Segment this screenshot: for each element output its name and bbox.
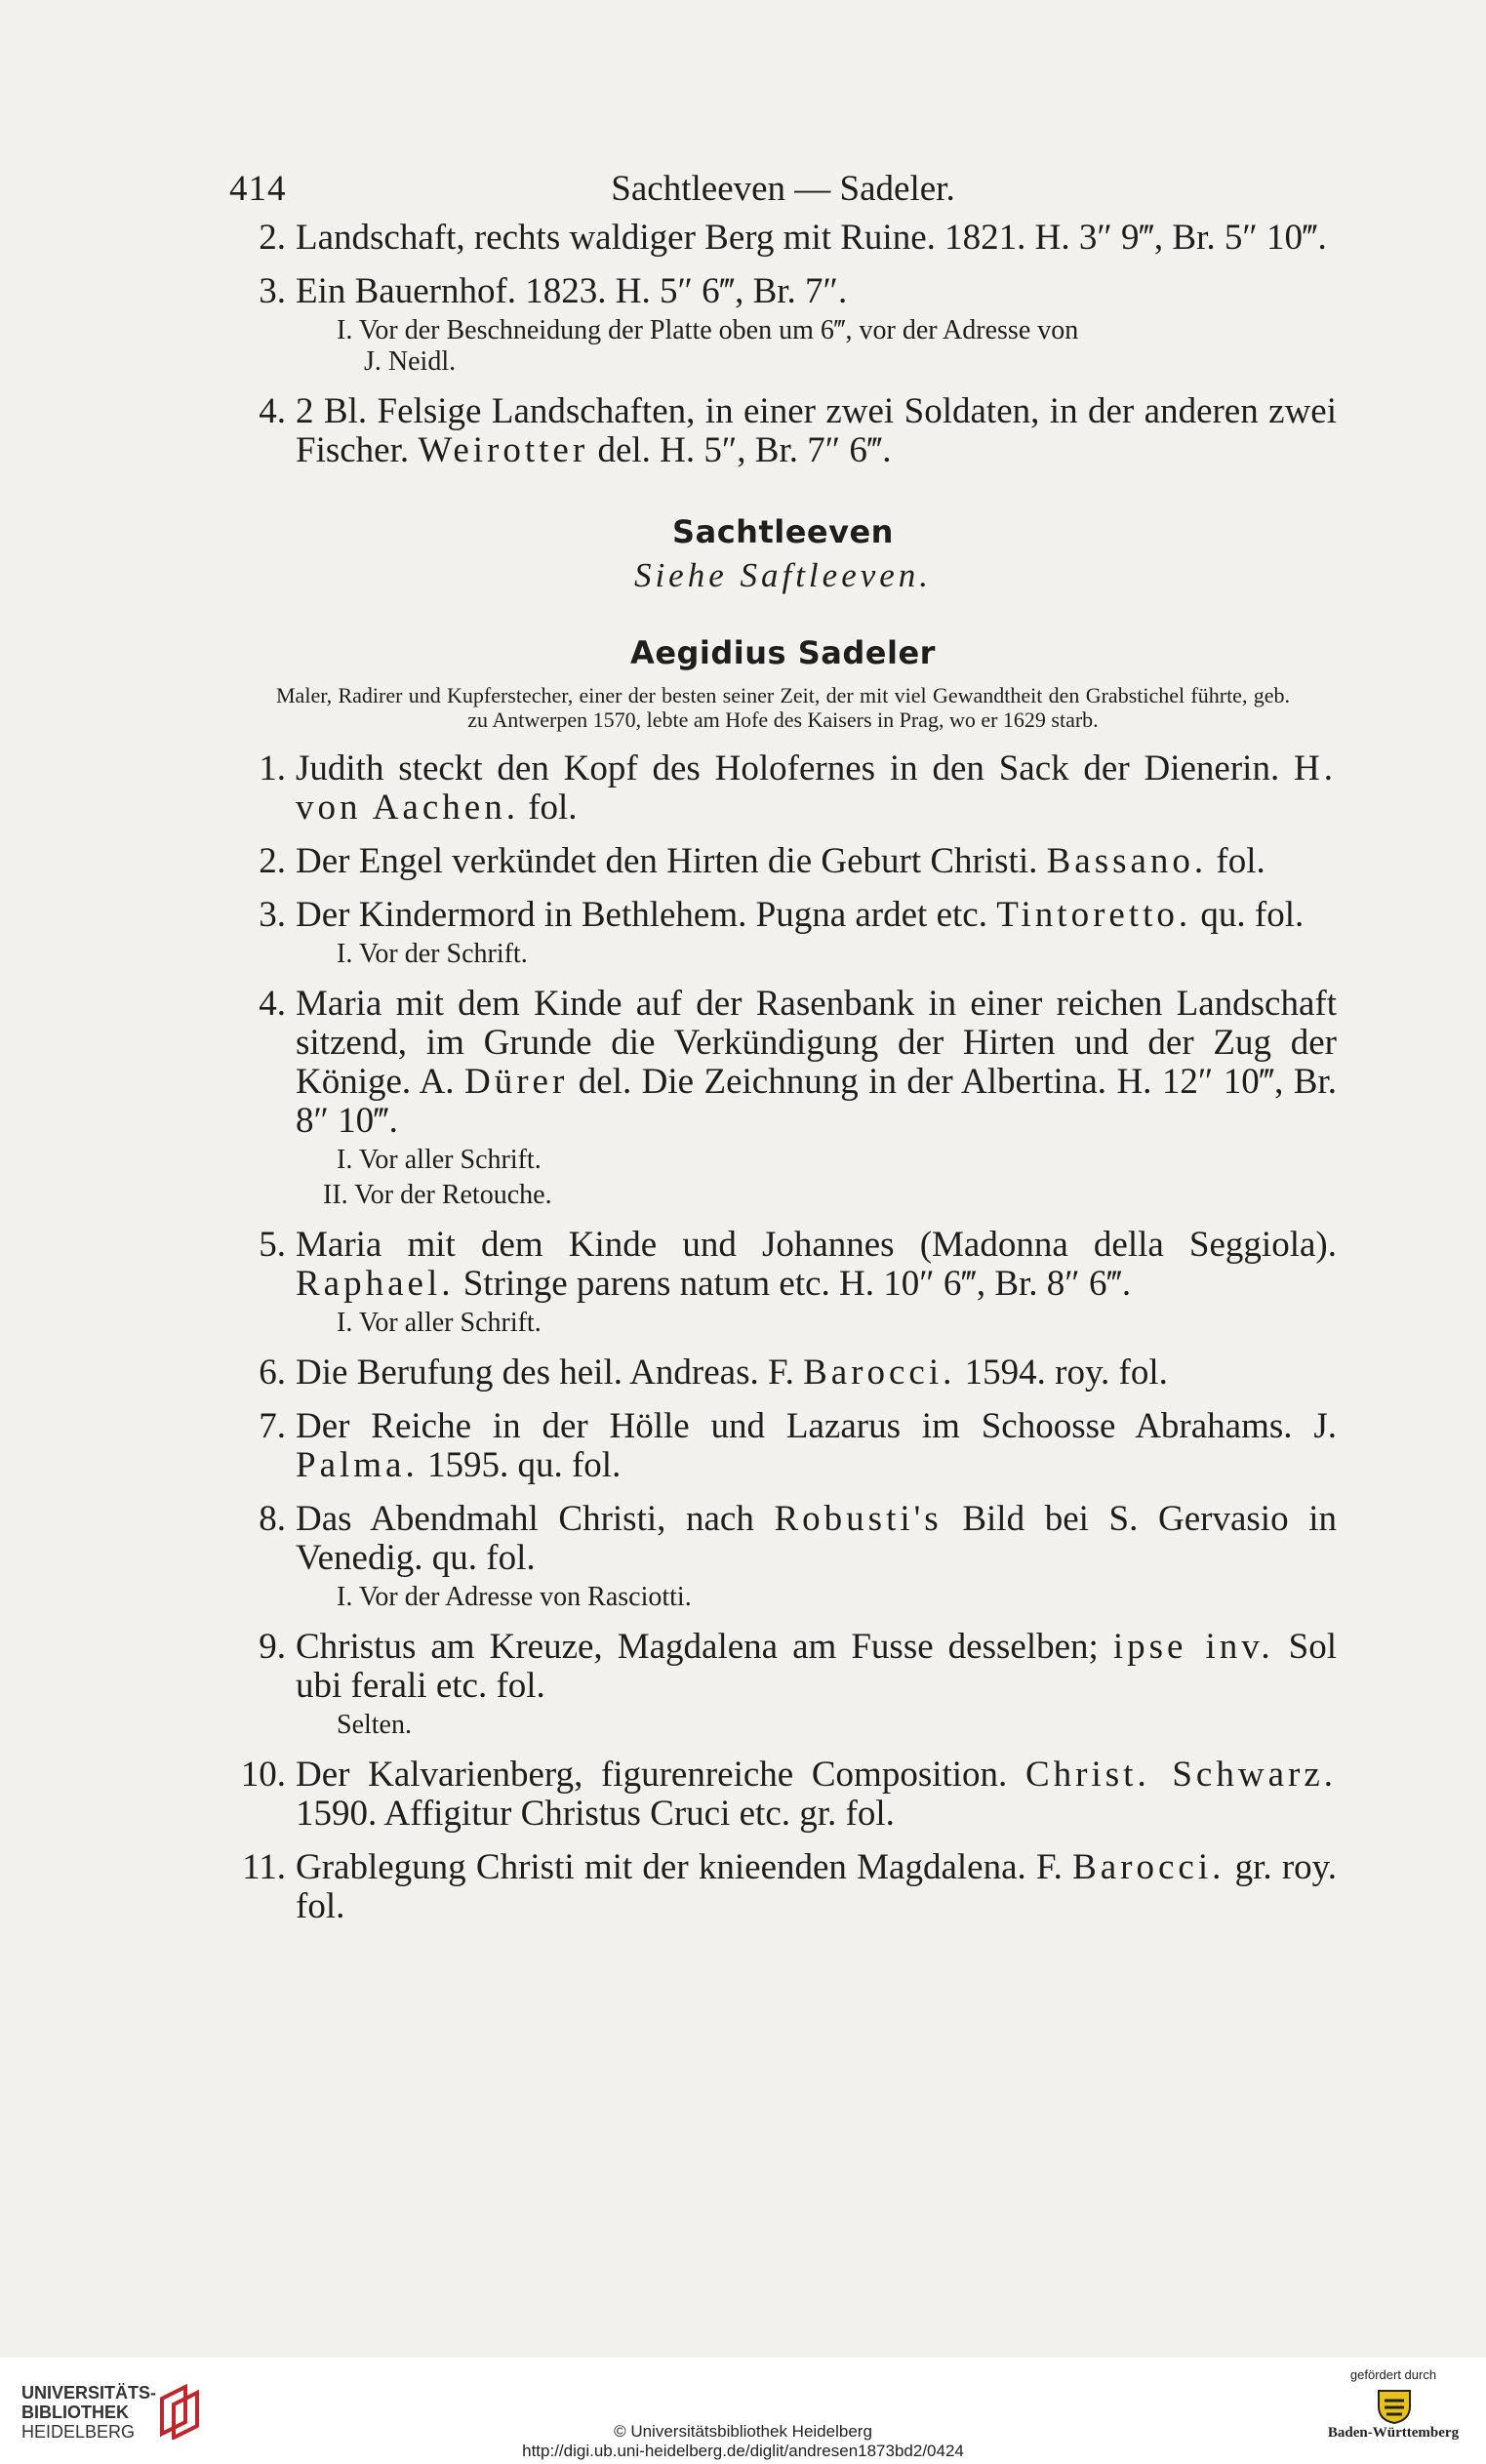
state-note: II. Vor der Retouche. <box>323 1180 552 1210</box>
state-note: I. Vor der Schrift. <box>337 939 528 969</box>
state-note: Selten. <box>337 1710 412 1740</box>
library-name-line: BIBLIOTHEK <box>21 2403 129 2422</box>
entry-artist: Palma. <box>296 1445 419 1485</box>
funder-name: Baden-Württemberg <box>1327 2425 1460 2441</box>
catalog-entry <box>229 1226 1337 1304</box>
catalog-entry <box>229 1848 1337 1926</box>
catalog-entry <box>229 1756 1337 1834</box>
entry-number: 4. <box>259 984 286 1024</box>
entry-artist: Tintoretto. <box>996 895 1192 935</box>
entry-details: Stringe parens natum etc. H. 10″ 6‴, Br. 8″ 6‴. <box>462 1264 1132 1304</box>
entry-text: Ein Bauernhof. 1823. H. 5″ 6‴, Br. 7″. <box>296 271 848 311</box>
entry-title: 2 Bl. Felsige Landschaften, in einer zwei Soldaten, in der anderen zwei Fischer. <box>296 391 1337 470</box>
entry-number: 1. <box>259 748 286 788</box>
cross-ref-see: Siehe Saftleeven. <box>633 556 933 594</box>
entry-text <box>296 1226 1337 1304</box>
entry-title: Der Kindermord in Bethlehem. Pugna ardet etc. <box>296 895 987 935</box>
entry-artist: Dürer <box>464 1062 569 1102</box>
entry-details: fol. <box>528 788 578 828</box>
state-note-line: J. Neidl. <box>364 346 457 377</box>
entry-details: 1594. roy. fol. <box>964 1353 1168 1393</box>
entry-title: Der Reiche in der Hölle und Lazarus im Schoosse Abrahams. J. <box>296 1406 1337 1446</box>
entry-details: del. H. 5″, Br. 7″ 6‴. <box>597 430 892 470</box>
entry-artist: H. von Aachen. <box>296 748 1338 828</box>
entry-title: Christus am Kreuze, Magdalena am Fusse desselben; <box>296 1627 1099 1667</box>
entry-artist: Christ. Schwarz. <box>1024 1755 1337 1795</box>
entry-artist: Barocci. <box>803 1353 956 1393</box>
entry-details: Sol ubi ferali etc. fol. <box>296 1627 1337 1706</box>
state-note-line: I. Vor der Beschneidung der Platte oben um 6‴, vor der Adresse von <box>337 315 1079 345</box>
entry-text <box>296 1756 1337 1834</box>
entry-title: Judith steckt den Kopf des Holofernes in den Sack der Dienerin. <box>296 748 1280 788</box>
permalink[interactable]: http://digi.ub.uni-heidelberg.de/diglit/andresen1873bd2/0424 <box>522 2442 964 2460</box>
entry-number: 9. <box>259 1627 286 1667</box>
entry-details: gr. roy. fol. <box>296 1847 1337 1926</box>
entry-number: 7. <box>259 1406 286 1446</box>
entry-title: Maria mit dem Kinde auf der Rasenbank in einer reichen Landschaft sitzend, im Grunde die Verkündigung der Hirten und der Zug der Könige. A. <box>296 984 1337 1102</box>
entry-details: del. Die Zeichnung in der Albertina. H. 12″ 10‴, Br. 8″ 10‴. <box>296 1062 1338 1141</box>
funder-block <box>1320 2367 1466 2442</box>
entry-details: qu. fol. <box>1200 895 1305 935</box>
entry-number: 5. <box>259 1225 286 1265</box>
entry-number: 10. <box>240 1755 286 1795</box>
funded-by-label: gefördert durch <box>1349 2367 1437 2382</box>
catalog-entry <box>229 1353 1337 1393</box>
artist-heading: Aegidius Sadeler <box>630 634 936 671</box>
artist-biography: Maler, Radirer und Kupferstecher, einer der besten seiner Zeit, der mit viel Gewandtheit den Grabstichel führte, geb. zu Antwerpen 1570, lebte am Hofe des Kaisers in Prag, wo er 1629 starb. <box>276 683 1290 732</box>
state-note <box>229 315 1337 378</box>
state-note: I. Vor der Adresse von Rasciotti. <box>337 1582 692 1612</box>
entry-number: 6. <box>259 1353 286 1393</box>
catalog-entry <box>229 272 1337 311</box>
entry-number: 11. <box>242 1847 286 1887</box>
library-name-line: HEIDELBERG <box>21 2422 136 2442</box>
copyright-text: © Universitätsbibliothek Heidelberg <box>614 2422 872 2441</box>
viewer-footer <box>0 2358 1486 2464</box>
catalog-entry <box>229 392 1337 470</box>
entry-title: Der Engel verkündet den Hirten die Geburt Christi. <box>296 841 1038 881</box>
entry-text <box>296 1848 1337 1926</box>
entry-title: Das Abendmahl Christi, nach <box>296 1499 754 1539</box>
running-head <box>229 156 1337 215</box>
catalog-entry <box>229 1500 1337 1578</box>
entry-text <box>296 749 1337 828</box>
catalog-entry <box>229 219 1337 258</box>
catalog-entry <box>229 985 1337 1141</box>
entry-details: Bild bei S. Gervasio in Venedig. qu. fol. <box>296 1499 1337 1578</box>
cross-ref-heading: Sachtleeven <box>672 513 894 550</box>
entry-artist: Bassano. <box>1046 841 1208 881</box>
entry-number: 3. <box>259 895 286 935</box>
entry-text <box>296 985 1337 1141</box>
entry-artist: Barocci. <box>1072 1847 1225 1887</box>
catalog-entry <box>229 1407 1337 1485</box>
entry-details: 1595. qu. fol. <box>426 1445 622 1485</box>
catalog-entry <box>229 896 1337 935</box>
entry-details: 1590. Affigitur Christus Cruci etc. gr. fol. <box>296 1794 895 1834</box>
entry-number: 8. <box>259 1499 286 1539</box>
entry-artist: Raphael. <box>296 1264 455 1304</box>
entry-text: Landschaft, rechts waldiger Berg mit Ruine. 1821. H. 3″ 9‴, Br. 5″ 10‴. <box>296 218 1327 258</box>
entry-text <box>296 896 1337 935</box>
entry-artist: ipse inv. <box>1112 1627 1274 1667</box>
entry-details: fol. <box>1216 841 1265 881</box>
entry-text <box>296 392 1337 470</box>
entry-text <box>296 1353 1337 1393</box>
catalog-entry <box>229 1628 1337 1706</box>
entry-title: Grablegung Christi mit der knieenden Magdalena. F. <box>296 1847 1063 1887</box>
library-name-line: UNIVERSITÄTS- <box>21 2383 157 2403</box>
entry-title: Maria mit dem Kinde und Johannes (Madonna della Seggiola). <box>296 1225 1337 1265</box>
entry-text <box>296 1407 1337 1485</box>
entry-number: 2. <box>259 218 286 258</box>
entry-text <box>296 1628 1337 1706</box>
catalog-entry <box>229 842 1337 881</box>
entry-title: Der Kalvarienberg, figurenreiche Composition. <box>296 1755 1008 1795</box>
entry-number: 2. <box>259 841 286 881</box>
entry-number: 4. <box>259 391 286 431</box>
entry-number: 3. <box>259 271 286 311</box>
entry-artist: Robusti's <box>774 1499 943 1539</box>
entry-text <box>296 842 1337 881</box>
entry-title: Die Berufung des heil. Andreas. F. <box>296 1353 794 1393</box>
state-note: I. Vor aller Schrift. <box>337 1308 542 1338</box>
state-note: I. Vor aller Schrift. <box>337 1145 542 1175</box>
entry-text <box>296 1500 1337 1578</box>
coat-of-arms-icon <box>1375 2389 1414 2424</box>
catalog-entry <box>229 749 1337 828</box>
entry-artist: Weirotter <box>418 430 589 470</box>
page-content <box>229 156 1337 1926</box>
page-number: 414 <box>229 169 287 209</box>
running-title: Sachtleeven — Sadeler. <box>611 169 955 209</box>
copyright-notice <box>0 2422 1486 2461</box>
